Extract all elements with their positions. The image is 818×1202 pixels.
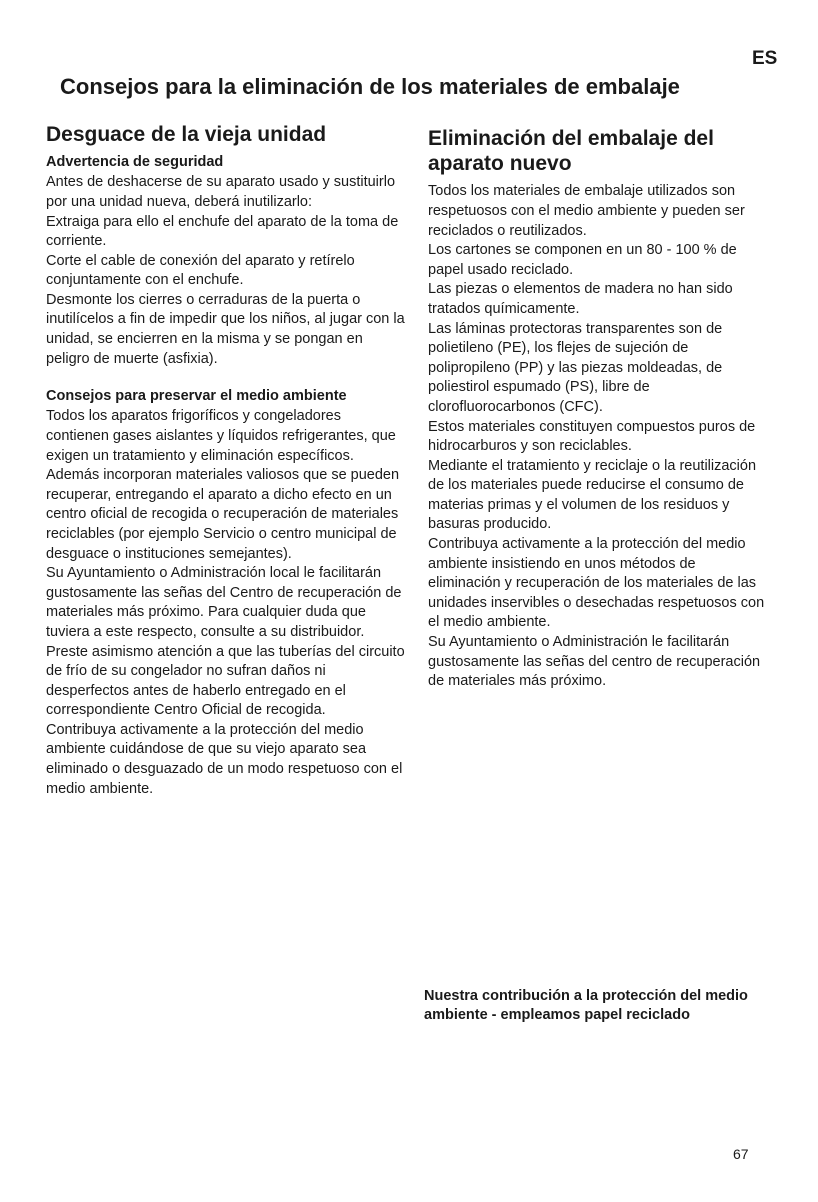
packaging-paragraph: Las piezas o elementos de madera no han sido tratados químicamente. <box>428 281 733 317</box>
packaging-paragraph: Los cartones se componen en un 80 - 100 % de papel usado reciclado. <box>428 242 737 278</box>
left-column <box>46 122 406 799</box>
page-title: Consejos para la eliminación de los materiales de embalaje <box>60 74 680 99</box>
environment-paragraph: Su Ayuntamiento o Administración local le facilitarán gustosamente las señas del Centro de recuperación de materiales más próximo. Para cualquier duda que tuviera a este respecto, consulte a su distribuidor. <box>46 565 402 640</box>
safety-paragraph: Antes de deshacerse de su aparato usado y sustituirlo por una unidad nueva, deberá inutilizarlo: <box>46 174 396 210</box>
environment-paragraph: Todos los aparatos frigoríficos y congeladores contienen gases aislantes y líquidos refrigerantes, que exigen un tratamiento y eliminación específicos. Además incorporan materiales valiosos que se pueden recuperar, entregando el aparato a dicho efecto en un centro oficial de recogida o recuperación de materiales reciclables (por ejemplo Servicio o centro municipal de desguace o instituciones semejantes). <box>46 408 400 562</box>
packaging-paragraph: Todos los materiales de embalaje utilizados son respetuosos con el medio ambiente y pueden ser reciclados o reutilizados. <box>428 183 745 239</box>
language-code: ES <box>752 48 778 69</box>
safety-paragraph: Extraiga para ello el enchufe del aparato de la toma de corriente. <box>46 213 399 250</box>
recycled-paper-note: Nuestra contribución a la protección del medio ambiente - empleamos papel reciclado <box>424 988 748 1023</box>
environment-paragraph: Contribuya activamente a la protección del medio ambiente cuidándose de que su viejo aparato sea eliminado o desguazado de un modo respetuoso con el medio ambiente. <box>46 721 403 797</box>
environment-paragraph: Preste asimismo atención a que las tuberías del circuito de frío de su congelador no sufran daños ni desperfectos antes de haberlo entregado en el correspondiente Centro Oficial de recogida. <box>46 643 405 719</box>
page-number: 67 <box>733 1146 749 1162</box>
packaging-paragraph: Mediante el tratamiento y reciclaje o la reutilización de los materiales puede reducirse el consumo de materias primas y el volumen de los residuos y basuras producido. <box>428 457 757 533</box>
packaging-paragraph: Su Ayuntamiento o Administración le facilitarán gustosamente las señas del centro de recuperación de materiales más próximo. <box>428 634 761 690</box>
safety-paragraph: Corte el cable de conexión del aparato y retírelo conjuntamente con el enchufe. <box>46 252 355 289</box>
disposal-heading: Desguace de la vieja unidad <box>46 123 327 146</box>
safety-paragraph: Desmonte los cierres o cerraduras de la puerta o inutilícelos a fin de impedir que los niños, al jugar con la unidad, se encierren en la misma y se pongan en peligro de muerte (asfixia). <box>46 291 405 367</box>
packaging-paragraph: Estos materiales constituyen compuestos puros de hidrocarburos y son reciclables. <box>428 418 756 455</box>
packaging-paragraph: Las láminas protectoras transparentes son de polietileno (PE), los flejes de sujeción de polipropileno (PP) y las piezas moldeadas, de poliestirol espumado (PS), libre de clorofluorocarbonos (CFC). <box>428 320 723 415</box>
packaging-paragraph: Contribuya activamente a la protección del medio ambiente insistiendo en unos métodos de eliminación y recuperación de los materiales de las unidades inservibles o desechadas respetuosos con el medio ambiente. <box>428 536 765 631</box>
environment-heading: Consejos para preservar el medio ambiente <box>46 388 347 405</box>
right-column <box>428 126 768 692</box>
packaging-heading: Eliminación del embalaje del aparato nuevo <box>428 127 714 176</box>
safety-heading: Advertencia de seguridad <box>46 154 224 171</box>
